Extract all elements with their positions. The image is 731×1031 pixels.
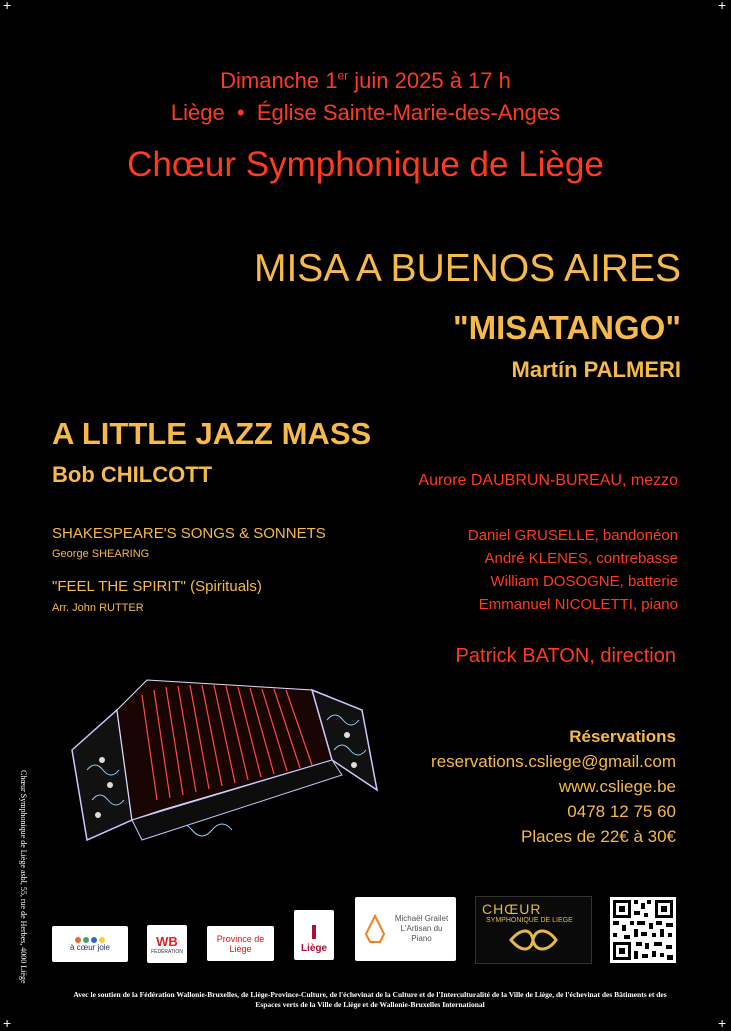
date-prefix: Dimanche 1: [220, 68, 338, 93]
acoeurjoie-label: à cœur joie: [69, 942, 110, 952]
qr-code-icon: [610, 897, 676, 963]
musician-item: Emmanuel NICOLETTI, piano: [478, 596, 678, 613]
federation-label: FÉDÉRATION: [151, 948, 183, 955]
artisan-bell-icon: [362, 914, 388, 944]
misa-subtitle: "MISATANGO": [452, 309, 681, 346]
crop-mark-icon: +: [718, 1015, 727, 1031]
feel-arranger: Arr. John RUTTER: [52, 602, 144, 614]
musician-item: André KLENES, contrebasse: [484, 550, 678, 567]
liege-label: Liège: [300, 943, 328, 954]
date-superscript: er: [337, 68, 349, 83]
musicians-list: [468, 524, 678, 616]
logo-federation: [147, 925, 187, 963]
reservations-email[interactable]: reservations.csliege@gmail.com: [431, 752, 676, 771]
choeur-logo-bottom: SYMPHONIQUE DE LIEGE: [486, 917, 573, 924]
misa-composer: Martín PALMERI: [511, 357, 681, 382]
date-suffix: juin 2025 à 17 h: [348, 68, 511, 93]
concert-date: [0, 68, 731, 94]
jazz-title: A LITTLE JAZZ MASS: [52, 416, 372, 451]
jazz-composer: Bob CHILCOTT: [52, 462, 213, 487]
musician-item: William DOSOGNE, batterie: [490, 573, 678, 590]
logo-artisan: [355, 897, 456, 961]
choeur-logo-top: CHŒUR: [482, 901, 542, 917]
logo-choeur: [475, 896, 592, 964]
feel-title-suffix: (Spirituals): [186, 578, 262, 595]
province-label: Province de Liège: [216, 933, 265, 954]
crop-mark-icon: +: [718, 0, 727, 13]
reservations-heading: Réservations: [569, 727, 676, 746]
footer-support-text: Avec le soutien de la Fédération Wallonie-Bruxelles, de Liège-Province-Culture, de l'échevinat de la Culture et de l'Interculturalité de la Ville de Liège, de l'échevinat des Bâtiments et des Espaces verts de la Ville de Liège et de Wallonie-Bruxelles International: [73, 990, 667, 1009]
shakespeare-title: SHAKESPEARE'S SONGS & SONNETS: [52, 525, 326, 542]
musician-item: Daniel GRUSELLE, bandonéon: [467, 527, 678, 544]
crop-mark-icon: +: [3, 0, 12, 13]
reservations-block: [431, 724, 676, 849]
misa-title: MISA A BUENOS AIRES: [253, 247, 681, 290]
logo-acoeurjoie: [52, 926, 128, 962]
choir-name: Chœur Symphonique de Liège: [127, 145, 604, 184]
logo-province: [207, 926, 274, 961]
federation-mark: WB: [156, 933, 178, 949]
soloist: Aurore DAUBRUN-BUREAU, mezzo: [418, 472, 678, 489]
director: Patrick BATON, direction: [455, 645, 676, 667]
choeur-swirl-icon: [476, 924, 591, 956]
feel-title-main: "FEEL THE SPIRIT": [52, 578, 187, 595]
feel-title: [52, 578, 262, 595]
reservations-price: Places de 22€ à 30€: [520, 827, 676, 846]
artisan-label: Michaël Grailet L'Artisan du Piano: [394, 914, 449, 943]
sidebar-address: Chœur Symphonique de Liège asbl, 55, rue de Herbes, 4000 Liège: [19, 770, 28, 984]
bandoneon-illustration: [62, 640, 392, 865]
reservations-phone: 0478 12 75 60: [567, 802, 676, 821]
reservations-website[interactable]: www.csliege.be: [558, 777, 676, 796]
logo-liege: [294, 910, 334, 960]
crop-mark-icon: +: [3, 1015, 12, 1031]
liege-mark: [312, 925, 316, 939]
shakespeare-composer: George SHEARING: [52, 548, 150, 560]
concert-location: Liège • Église Sainte-Marie-des-Anges: [170, 100, 561, 125]
